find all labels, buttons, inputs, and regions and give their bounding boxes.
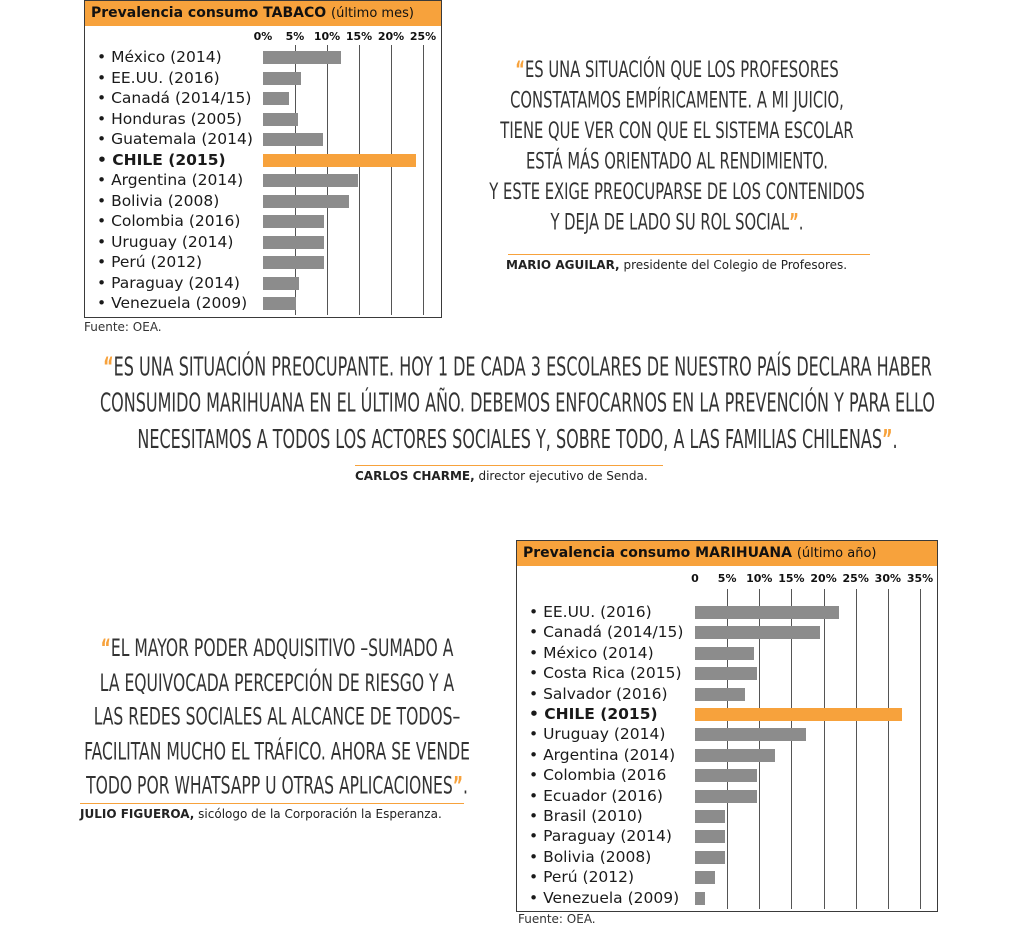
close-quote-mark: ” <box>452 772 463 800</box>
tick-label: 25% <box>409 30 437 43</box>
tick-label: 5% <box>717 572 737 585</box>
marihuana-chart <box>516 540 938 912</box>
quote-line: LAS REDES SOCIALES AL ALCANCE DE TODOS– <box>93 703 461 731</box>
quote-line: Y ESTE EXIGE PREOCUPARSE DE LOS CONTENIDOS <box>489 179 865 206</box>
author-role: sicólogo de la Corporación la Esperanza. <box>198 807 442 821</box>
quote-line: “ES UNA SITUACIÓN QUE LOS PROFESORES <box>515 57 839 84</box>
bar <box>263 236 324 249</box>
attribution-rule <box>355 465 663 466</box>
category-label: • México (2014) <box>97 48 222 66</box>
bar <box>263 51 341 64</box>
bar <box>695 606 839 619</box>
bar <box>263 277 299 290</box>
bar <box>695 667 757 680</box>
bar <box>263 256 324 269</box>
bar <box>263 195 349 208</box>
tick-label: 15% <box>345 30 373 43</box>
tabaco-plot-area <box>85 1 441 317</box>
tabaco-chart-subtitle: (último mes) <box>331 6 414 21</box>
quote-line: CONSUMIDO MARIHUANA EN EL ÚLTIMO AÑO. DEBEMOS ENFOCARNOS EN LA PREVENCIÓN Y PARA ELLO <box>100 387 935 419</box>
quote-line: “ES UNA SITUACIÓN PREOCUPANTE. HOY 1 DE CADA 3 ESCOLARES DE NUESTRO PAÍS DECLARA HABER <box>103 350 932 382</box>
gridline <box>359 45 360 315</box>
author-role: presidente del Colegio de Profesores. <box>623 258 848 272</box>
gridline <box>856 589 857 909</box>
gridline <box>920 589 921 909</box>
attribution-rule <box>80 803 464 804</box>
bar <box>695 749 775 762</box>
category-label: • Venezuela (2009) <box>97 294 248 312</box>
bar <box>695 892 705 905</box>
category-label: • CHILE (2015) <box>97 150 226 169</box>
close-quote-mark: ” <box>789 209 799 236</box>
tick-label: 0% <box>253 30 273 43</box>
author-name: JULIO FIGUEROA, <box>80 807 195 821</box>
bar <box>695 708 902 721</box>
category-label: • Brasil (2010) <box>529 807 643 825</box>
category-label: • Venezuela (2009) <box>529 888 680 907</box>
bar <box>695 830 725 843</box>
gridline <box>423 45 424 315</box>
category-label: • Honduras (2005) <box>97 109 243 128</box>
marihuana-chart-subtitle: (último año) <box>796 546 877 561</box>
bar <box>695 790 757 803</box>
category-label: • Perú (2012) <box>97 253 203 271</box>
tick-label: 15% <box>778 572 805 585</box>
open-quote-mark: “ <box>515 57 525 84</box>
tabaco-source: Fuente: OEA. <box>84 320 162 334</box>
category-label: • Ecuador (2016) <box>529 786 663 805</box>
bar <box>263 215 324 228</box>
tick-label: 25% <box>842 572 869 585</box>
marihuana-source: Fuente: OEA. <box>518 912 596 926</box>
attribution-charme <box>355 469 648 483</box>
quote-figueroa <box>72 632 482 804</box>
bar <box>263 92 289 105</box>
author-name: CARLOS CHARME, <box>355 469 475 483</box>
bar <box>263 133 323 146</box>
category-label: • Guatemala (2014) <box>97 130 253 148</box>
bar <box>695 728 806 741</box>
category-label: • Salvador (2016) <box>529 684 668 703</box>
tick-label: 30% <box>874 572 902 585</box>
attribution-aguilar <box>506 258 847 272</box>
quote-line: CONSTATAMOS EMPÍRICAMENTE. A MI JUICIO, <box>510 87 844 114</box>
tick-label: 0 <box>691 572 699 585</box>
bar <box>695 871 715 884</box>
quote-line: NECESITAMOS A TODOS LOS ACTORES SOCIALES Y, SOBRE TODO, A LAS FAMILIAS CHILENAS”. <box>137 423 898 455</box>
tick-label: 35% <box>906 572 934 585</box>
bar <box>695 626 820 639</box>
tick-label: 10% <box>313 30 341 43</box>
bar <box>263 72 301 85</box>
tabaco-chart-title: Prevalencia consumo TABACO <box>91 5 327 21</box>
bar <box>695 769 757 782</box>
gridline <box>391 45 392 315</box>
bar <box>263 154 416 167</box>
author-name: MARIO AGUILAR, <box>506 258 620 272</box>
open-quote-mark: “ <box>100 634 111 662</box>
attribution-figueroa <box>80 807 442 821</box>
tick-label: 20% <box>810 572 837 585</box>
quote-line: TODO POR WHATSAPP U OTRAS APLICACIONES”. <box>86 772 468 800</box>
close-quote-mark: ” <box>881 423 893 455</box>
marihuana-chart-title: Prevalencia consumo MARIHUANA <box>523 545 792 561</box>
category-label: • Paraguay (2014) <box>529 827 672 846</box>
bar <box>263 174 358 187</box>
category-label: • Canadá (2014/15) <box>529 623 684 642</box>
tick-label: 5% <box>285 30 305 43</box>
category-label: • EE.UU. (2016) <box>97 68 220 87</box>
gridline <box>888 589 889 909</box>
category-label: • Colombia (2016) <box>97 212 241 230</box>
category-label: • Canadá (2014/15) <box>97 89 252 107</box>
category-label: • Costa Rica (2015) <box>529 664 682 683</box>
attribution-rule <box>508 254 870 255</box>
tick-label: 10% <box>746 572 773 585</box>
category-label: • Argentina (2014) <box>529 745 676 764</box>
marihuana-plot-area <box>517 541 937 911</box>
category-label: • Bolivia (2008) <box>97 191 220 210</box>
category-label: • Uruguay (2014) <box>97 232 234 251</box>
author-role: director ejecutivo de Senda. <box>478 469 648 483</box>
bar <box>695 851 725 864</box>
tick-label: 20% <box>377 30 405 43</box>
bar <box>695 810 725 823</box>
category-label: • Paraguay (2014) <box>97 273 240 292</box>
quote-line: Y DEJA DE LADO SU ROL SOCIAL”. <box>550 209 804 236</box>
category-label: • Bolivia (2008) <box>529 847 652 866</box>
quote-line: TIENE QUE VER CON QUE EL SISTEMA ESCOLAR <box>500 118 854 145</box>
quote-charme <box>35 348 1000 457</box>
category-label: • Colombia (2016 <box>529 766 667 785</box>
gridline <box>824 589 825 909</box>
category-label: • Argentina (2014) <box>97 171 244 189</box>
quote-line: “EL MAYOR PODER ADQUISITIVO –SUMADO A <box>100 634 454 662</box>
category-label: • CHILE (2015) <box>529 705 658 723</box>
category-label: • EE.UU. (2016) <box>529 603 652 621</box>
quote-aguilar <box>472 55 882 238</box>
open-quote-mark: “ <box>103 350 114 382</box>
bar <box>695 647 754 660</box>
quote-line: FACILITAN MUCHO EL TRÁFICO. AHORA SE VENDE <box>84 737 470 766</box>
tabaco-chart <box>84 0 442 318</box>
quote-line: ESTÁ MÁS ORIENTADO AL RENDIMIENTO. <box>525 148 829 175</box>
category-label: • México (2014) <box>529 643 654 662</box>
bar <box>695 688 745 701</box>
category-label: • Uruguay (2014) <box>529 725 666 744</box>
bar <box>263 297 296 310</box>
bar <box>263 113 298 126</box>
category-label: • Perú (2012) <box>529 868 635 887</box>
quote-line: LA EQUIVOCADA PERCEPCIÓN DE RIESGO Y A <box>99 668 455 697</box>
